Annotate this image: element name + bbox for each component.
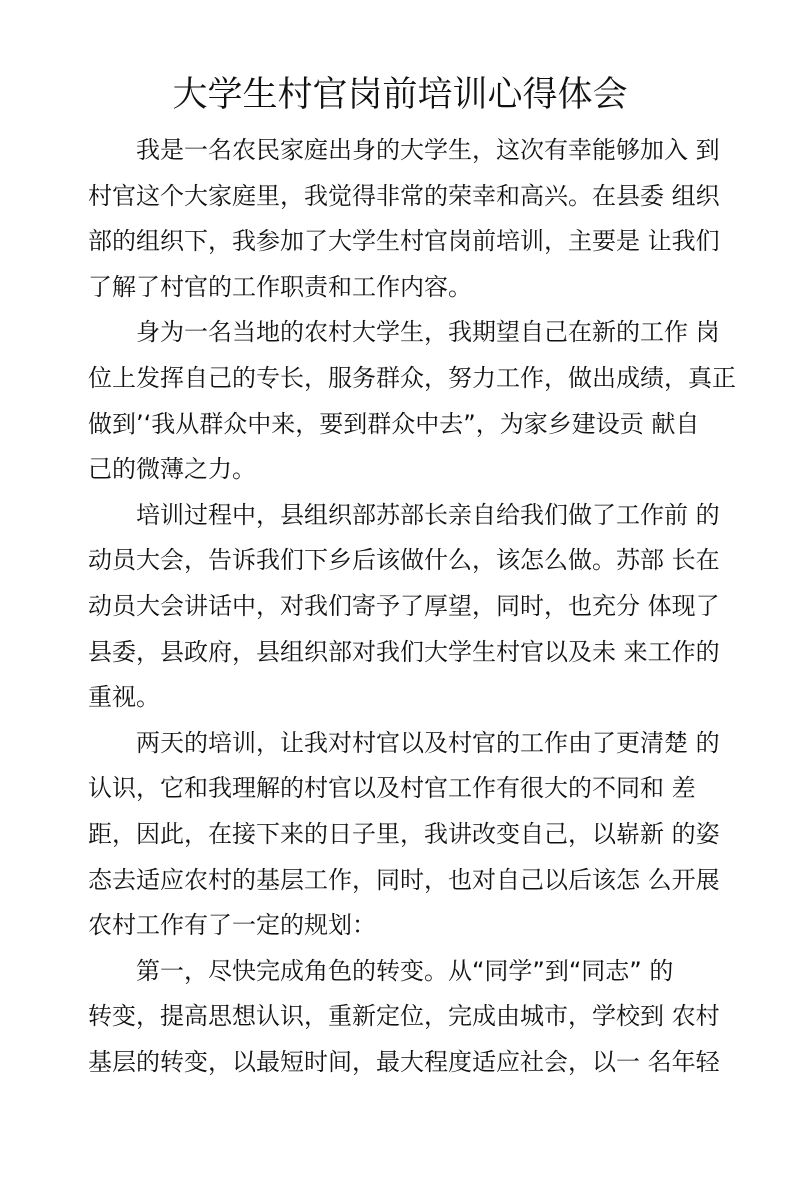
paragraph-line: 部的组织下，我参加了大学生村官岗前培训，主要是 让我们 [88, 227, 720, 256]
paragraph-line: 村官这个大家庭里，我觉得非常的荣幸和高兴。在县委 组织 [88, 181, 720, 210]
paragraph-line: 动员大会讲话中，对我们寄予了厚望，同时，也充分 体现了 [88, 591, 720, 620]
paragraph-line: 重视。 [88, 683, 160, 712]
paragraph-line: 认识，它和我理解的村官以及村官工作有很大的不同和 差 [88, 774, 696, 803]
paragraph-line: 身为一名当地的农村大学生，我期望自己在新的工作 岗 [136, 318, 720, 347]
document-title: 大学生村官岗前培训心得体会 [172, 75, 628, 115]
paragraph-line: 距，因此，在接下来的日子里，我讲改变自己，以崭新 的姿 [88, 819, 720, 848]
paragraph-line: 动员大会，告诉我们下乡后该做什么，该怎么做。苏部 长在 [88, 546, 720, 575]
document-body [88, 128, 736, 1085]
paragraph-line: 了解了村官的工作职责和工作内容。 [88, 272, 472, 301]
paragraph-line: 两天的培训，让我对村官以及村官的工作由了更清楚 的 [136, 728, 720, 757]
paragraph-line: 己的微薄之力。 [88, 455, 256, 484]
paragraph-line: 第一，尽快完成角色的转变。从“同学”到“同志” 的 [136, 956, 674, 985]
paragraph-line: 位上发挥自己的专长，服务群众，努力工作，做出成绩，真正 [88, 363, 736, 392]
paragraph-line: 态去适应农村的基层工作，同时，也对自己以后该怎 么开展 [88, 865, 720, 894]
paragraph-line: 转变，提高思想认识，重新定位，完成由城市，学校到 农村 [88, 1002, 720, 1031]
paragraph-line: 培训过程中，县组织部苏部长亲自给我们做了工作前 的 [136, 500, 720, 529]
paragraph-line: 农村工作有了一定的规划： [88, 911, 376, 940]
paragraph-line: 做到’‘我从群众中来，要到群众中去”，为家乡建设贡 献自 [88, 409, 700, 438]
paragraph-line: 县委，县政府，县组织部对我们大学生村官以及未 来工作的 [88, 637, 720, 666]
paragraph-line: 基层的转变，以最短时间，最大程度适应社会，以一 名年轻 [88, 1047, 720, 1076]
paragraph-line: 我是一名农民家庭出身的大学生，这次有幸能够加入 到 [136, 136, 720, 164]
